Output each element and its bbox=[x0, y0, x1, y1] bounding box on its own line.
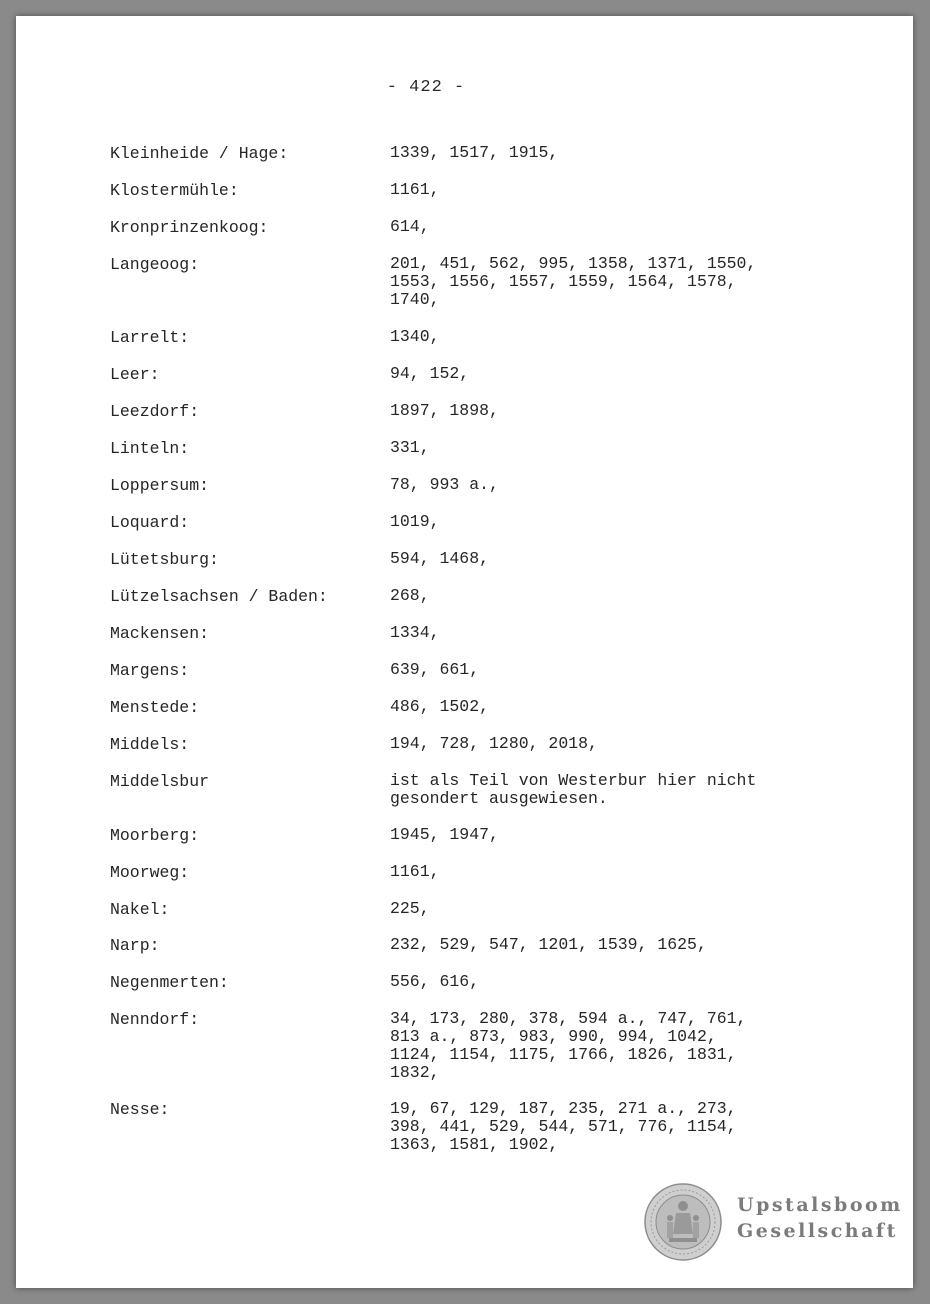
place-name: Leer: bbox=[110, 365, 160, 384]
page-references bbox=[390, 587, 830, 605]
place-name: Mackensen: bbox=[110, 624, 210, 643]
page-references bbox=[390, 624, 830, 642]
reference-line: 486, 1502, bbox=[390, 697, 490, 716]
seal-icon bbox=[643, 1182, 723, 1262]
document-page bbox=[16, 16, 913, 1288]
page-references bbox=[390, 863, 830, 881]
reference-line: 1124, 1154, 1175, 1766, 1826, 1831, bbox=[390, 1045, 737, 1064]
place-name: Larrelt: bbox=[110, 328, 190, 347]
place-name: Loquard: bbox=[110, 513, 190, 532]
place-name: Moorberg: bbox=[110, 826, 200, 845]
place-name: Klostermühle: bbox=[110, 181, 239, 200]
reference-line: 34, 173, 280, 378, 594 a., 747, 761, bbox=[390, 1009, 747, 1028]
reference-line: 1740, bbox=[390, 290, 440, 309]
page-references bbox=[390, 1100, 830, 1154]
page-references bbox=[390, 826, 830, 844]
reference-line: 556, 616, bbox=[390, 972, 480, 991]
page-number: - 422 - bbox=[386, 78, 466, 97]
page-references bbox=[390, 973, 830, 991]
reference-line: ist als Teil von Westerbur hier nicht bbox=[390, 771, 757, 790]
place-name: Langeoog: bbox=[110, 255, 200, 274]
place-name: Narp: bbox=[110, 936, 160, 955]
reference-line: 1945, 1947, bbox=[390, 825, 499, 844]
reference-line: 232, 529, 547, 1201, 1539, 1625, bbox=[390, 935, 707, 954]
reference-line: 1832, bbox=[390, 1063, 440, 1082]
reference-line: 639, 661, bbox=[390, 660, 480, 679]
place-name: Lütetsburg: bbox=[110, 550, 219, 569]
reference-line: 1161, bbox=[390, 862, 440, 881]
reference-line: 1553, 1556, 1557, 1559, 1564, 1578, bbox=[390, 272, 737, 291]
place-name: Lützelsachsen / Baden: bbox=[110, 587, 328, 606]
place-name: Moorweg: bbox=[110, 863, 190, 882]
page-references bbox=[390, 661, 830, 679]
page-references bbox=[390, 144, 830, 162]
place-name: Menstede: bbox=[110, 698, 200, 717]
page-references bbox=[390, 218, 830, 236]
reference-line: 78, 993 a., bbox=[390, 475, 499, 494]
reference-line: 1340, bbox=[390, 327, 440, 346]
place-name: Margens: bbox=[110, 661, 190, 680]
watermark-logo bbox=[643, 1182, 903, 1262]
reference-line: 1363, 1581, 1902, bbox=[390, 1135, 559, 1154]
brand-line-2: Gesellschaft bbox=[737, 1220, 898, 1242]
page-references bbox=[390, 900, 830, 918]
place-name: Middels: bbox=[110, 735, 190, 754]
place-name: Kronprinzenkoog: bbox=[110, 218, 269, 237]
place-name: Nenndorf: bbox=[110, 1010, 200, 1029]
page-references bbox=[390, 255, 830, 309]
reference-line: 225, bbox=[390, 899, 430, 918]
reference-line: 1161, bbox=[390, 180, 440, 199]
reference-line: 94, 152, bbox=[390, 364, 470, 383]
place-name: Kleinheide / Hage: bbox=[110, 144, 289, 163]
brand-name bbox=[737, 1192, 903, 1244]
page-references bbox=[390, 328, 830, 346]
page-references bbox=[390, 550, 830, 568]
page-references bbox=[390, 476, 830, 494]
reference-line: 1019, bbox=[390, 512, 440, 531]
page-references bbox=[390, 772, 830, 808]
page-references bbox=[390, 1010, 830, 1082]
page-references bbox=[390, 698, 830, 716]
reference-line: 201, 451, 562, 995, 1358, 1371, 1550, bbox=[390, 254, 757, 273]
place-name: Nesse: bbox=[110, 1100, 170, 1119]
reference-line: 614, bbox=[390, 217, 430, 236]
reference-line: 813 a., 873, 983, 990, 994, 1042, bbox=[390, 1027, 717, 1046]
reference-line: 19, 67, 129, 187, 235, 271 a., 273, bbox=[390, 1099, 737, 1118]
reference-line: 1339, 1517, 1915, bbox=[390, 143, 559, 162]
page-references bbox=[390, 365, 830, 383]
reference-line: 194, 728, 1280, 2018, bbox=[390, 734, 598, 753]
reference-line: 1334, bbox=[390, 623, 440, 642]
page-references bbox=[390, 513, 830, 531]
reference-line: gesondert ausgewiesen. bbox=[390, 789, 608, 808]
place-name: Nakel: bbox=[110, 900, 170, 919]
place-name: Loppersum: bbox=[110, 476, 210, 495]
reference-line: 331, bbox=[390, 438, 430, 457]
reference-line: 594, 1468, bbox=[390, 549, 490, 568]
place-name: Linteln: bbox=[110, 439, 190, 458]
reference-line: 1897, 1898, bbox=[390, 401, 499, 420]
page-references bbox=[390, 936, 830, 954]
brand-line-1: Upstalsboom bbox=[737, 1194, 903, 1216]
page-references bbox=[390, 181, 830, 199]
reference-line: 398, 441, 529, 544, 571, 776, 1154, bbox=[390, 1117, 737, 1136]
place-name: Middelsbur bbox=[110, 772, 210, 791]
place-name: Leezdorf: bbox=[110, 402, 200, 421]
page-references bbox=[390, 735, 830, 753]
place-name: Negenmerten: bbox=[110, 973, 229, 992]
page-references bbox=[390, 439, 830, 457]
reference-line: 268, bbox=[390, 586, 430, 605]
page-references bbox=[390, 402, 830, 420]
